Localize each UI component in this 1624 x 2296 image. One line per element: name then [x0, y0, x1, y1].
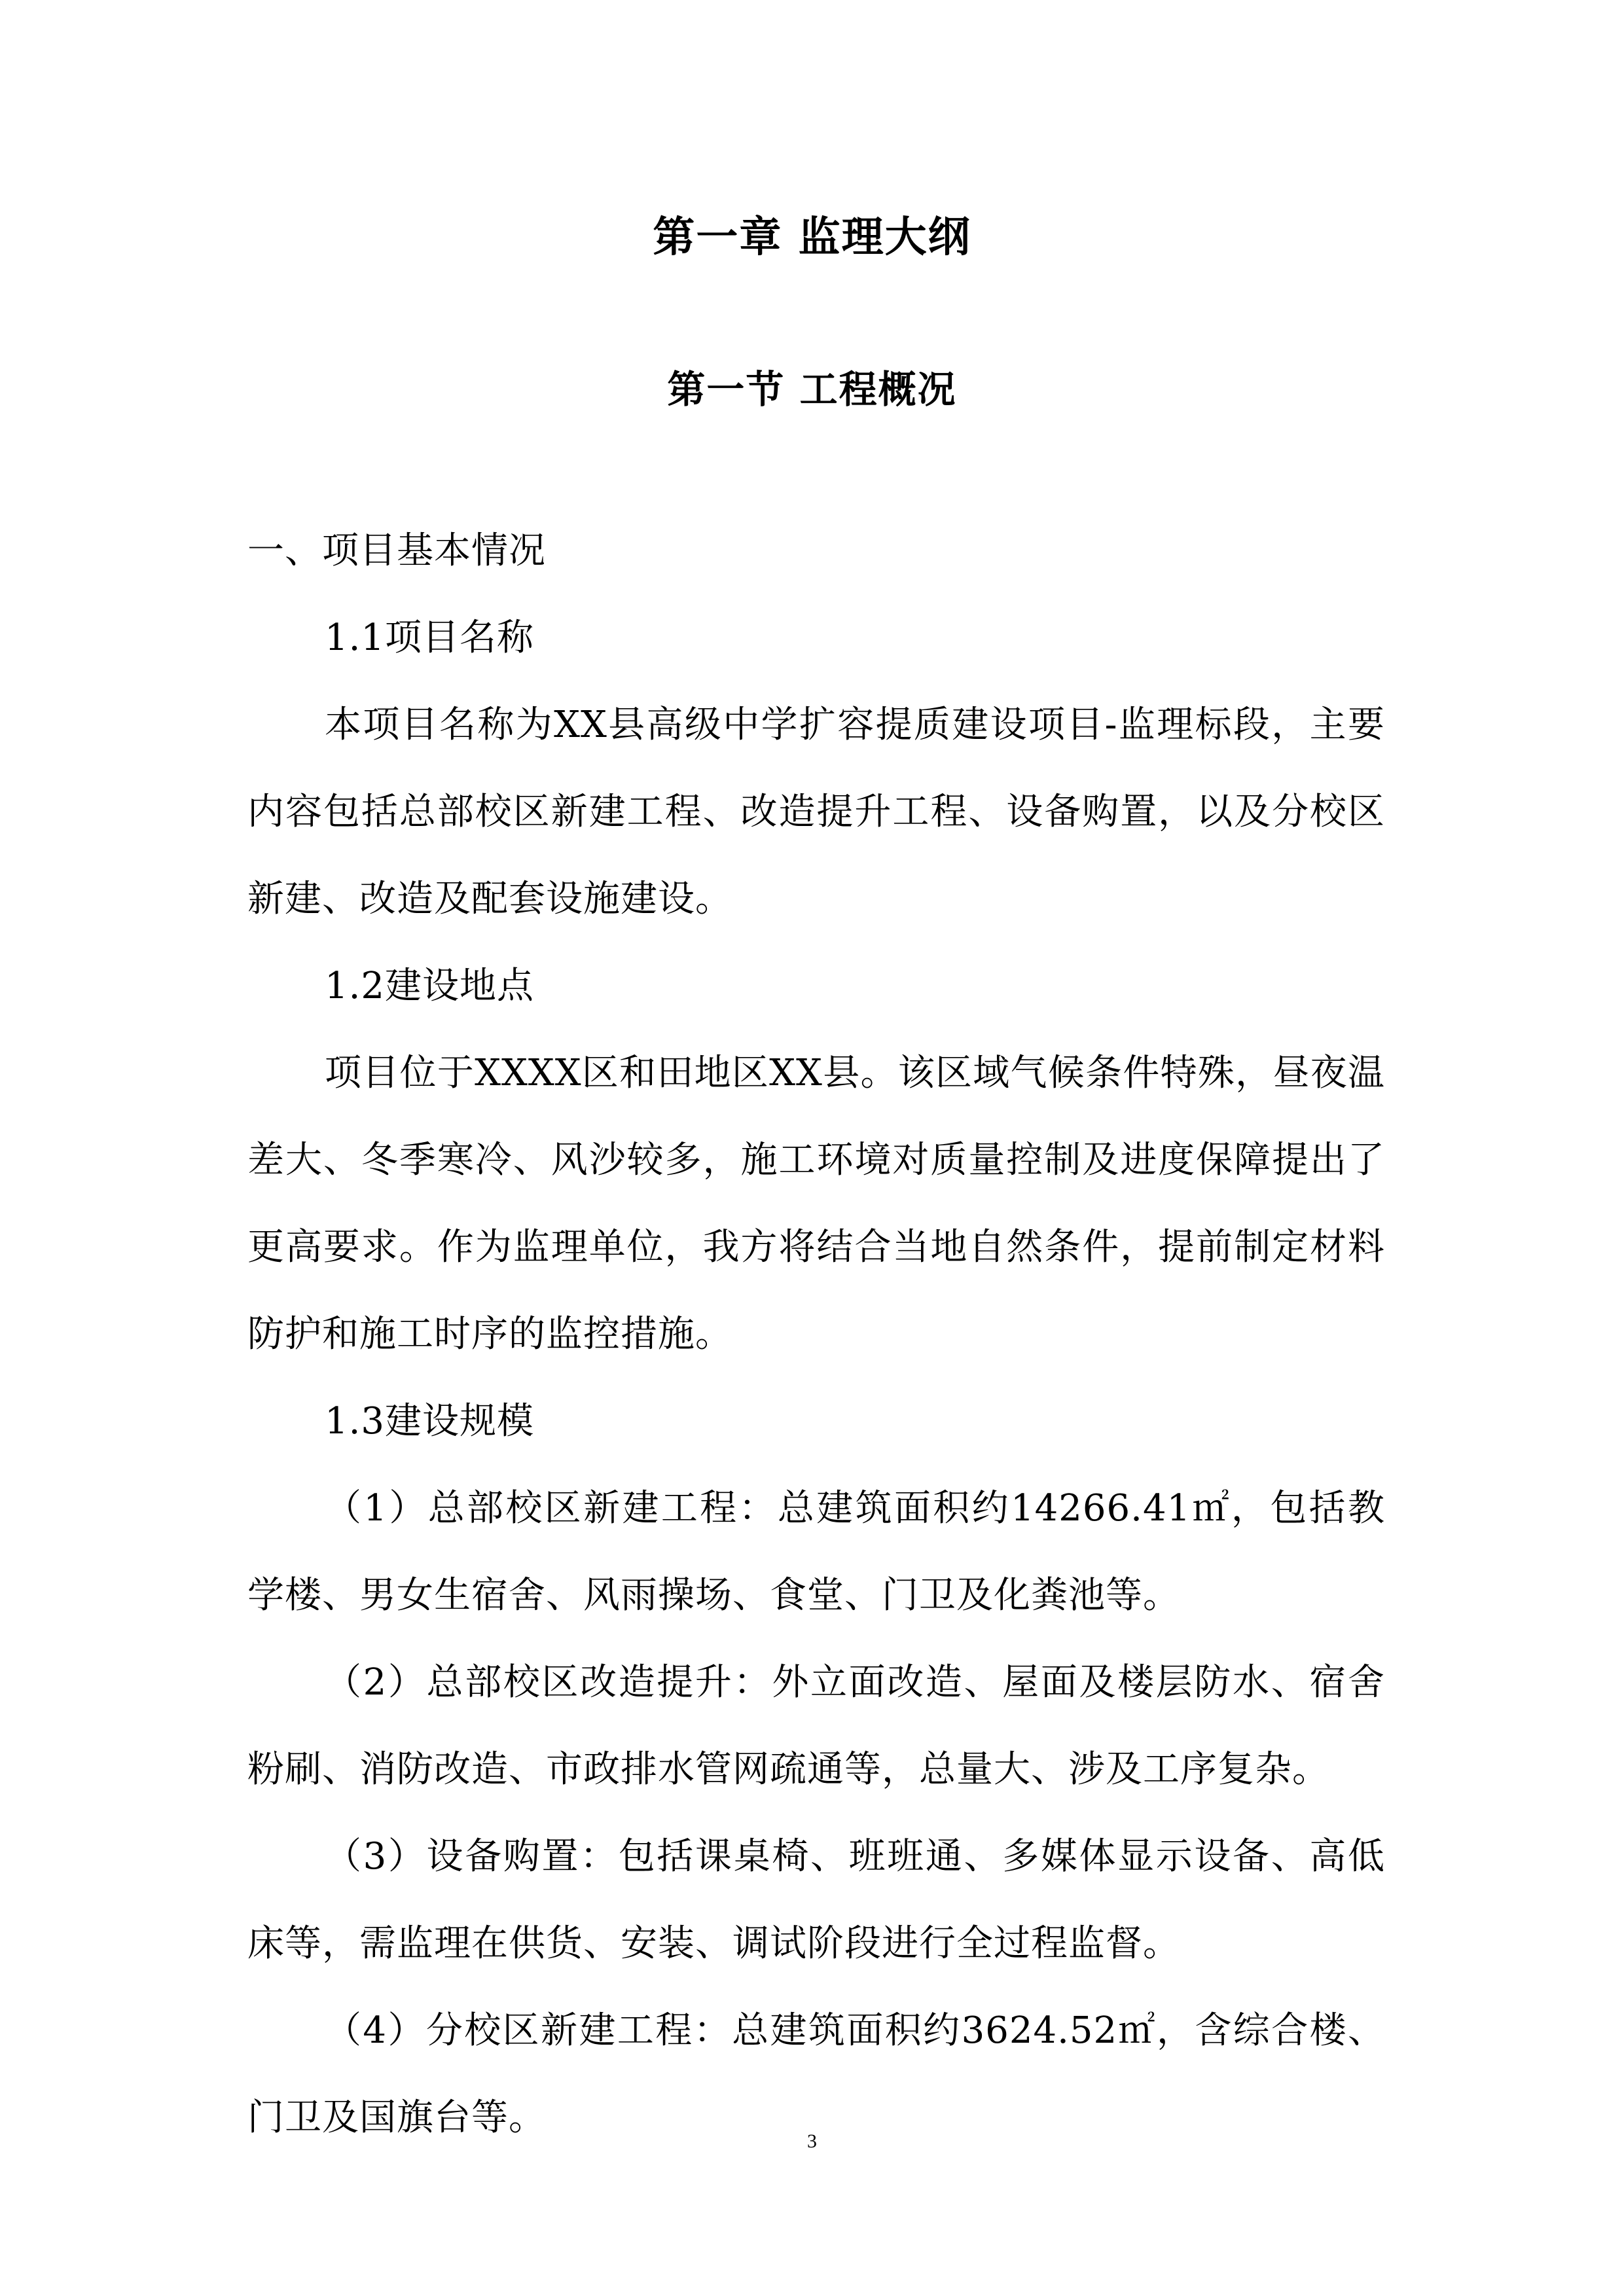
subheading-project-name: 1.1项目名称 [325, 617, 535, 659]
paragraph-construction-site: 项目位于XXXX区和田地区XX县。该区域气候条件特殊，昼夜温差大、冬季寒冷、风沙较多，施工环境对质量控制及进度保障提出了更高要求。作为监理单位，我方将结合当地自然条件，提前制定材料防护和施工时序的监控措施。 [247, 1052, 1385, 1355]
subheading-construction-scale: 1.3建设规模 [325, 1400, 535, 1443]
section-title: 第一节 工程概况 [667, 367, 957, 412]
document-body [247, 507, 1385, 2161]
subheading-construction-site: 1.2建设地点 [325, 965, 535, 1007]
scale-item: （3）设备购置：包括课桌椅、班班通、多媒体显示设备、高低床等，需监理在供货、安装、调试阶段进行全过程监督。 [247, 1835, 1385, 1965]
scale-item: （2）总部校区改造提升：外立面改造、屋面及楼层防水、宿舍粉刷、消防改造、市政排水管网疏通等，总量大、涉及工序复杂。 [247, 1661, 1385, 1791]
page-number: 3 [807, 2130, 817, 2152]
chapter-title: 第一章 监理大纲 [653, 213, 971, 262]
scale-item: （1）总部校区新建工程：总建筑面积约14266.41㎡，包括教学楼、男女生宿舍、风雨操场、食堂、门卫及化粪池等。 [247, 1487, 1385, 1617]
heading-project-basics: 一、项目基本情况 [247, 529, 546, 572]
scale-item: （4）分校区新建工程：总建筑面积约3624.52㎡，含综合楼、门卫及国旗台等。 [247, 2009, 1385, 2139]
paragraph-project-name: 本项目名称为XX县高级中学扩容提质建设项目-监理标段，主要内容包括总部校区新建工程、改造提升工程、设备购置，以及分校区新建、改造及配套设施建设。 [247, 704, 1385, 920]
